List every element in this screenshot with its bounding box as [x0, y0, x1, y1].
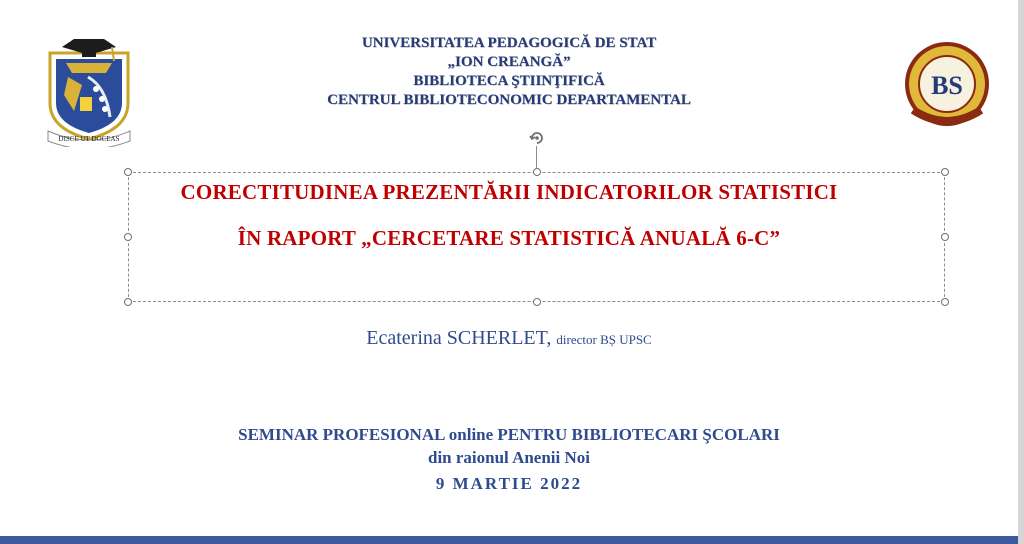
rotate-handle-icon[interactable] [528, 128, 546, 146]
seal-monogram: BS [931, 71, 963, 100]
resize-handle-bottom-right[interactable] [941, 298, 949, 306]
university-subname: „ION CREANGĂ” [447, 54, 571, 70]
seminar-title: SEMINAR PROFESIONAL online PENTRU BIBLIOTECARI ŞCOLARI [238, 425, 780, 444]
resize-handle-bottom[interactable] [533, 298, 541, 306]
university-name: UNIVERSITATEA PEDAGOGICĂ DE STAT [361, 35, 657, 51]
bottom-accent-bar [0, 536, 1018, 544]
resize-handle-bottom-left[interactable] [124, 298, 132, 306]
scrollbar-track[interactable] [1018, 0, 1024, 544]
seminar-location: din raionul Anenii Noi [427, 448, 591, 467]
author-name: Ecaterina SCHERLET, [366, 327, 552, 349]
resize-handle-top-right[interactable] [941, 168, 949, 176]
title-line-2[interactable]: ÎN RAPORT „CERCETARE STATISTICĂ ANUALĂ 6-C” [237, 226, 781, 250]
resize-handle-top[interactable] [533, 168, 541, 176]
center-name: CENTRUL BIBLIOTECONOMIC DEPARTAMENTAL [327, 92, 691, 108]
seminar-date: 9 MARTIE 2022 [435, 474, 583, 493]
crest-motto: DISCE UT DOCEAS [58, 135, 120, 143]
author-role: director BȘ UPSC [556, 332, 652, 347]
library-name: BIBLIOTECA ŞTIINŢIFICĂ [413, 73, 605, 89]
library-seal-icon [903, 40, 991, 128]
resize-handle-top-left[interactable] [124, 168, 132, 176]
rotate-connector [536, 146, 537, 168]
author-line [0, 327, 1018, 350]
title-line-1[interactable]: CORECTITUDINEA PREZENTĂRII INDICATORILOR STATISTICI [180, 180, 838, 204]
